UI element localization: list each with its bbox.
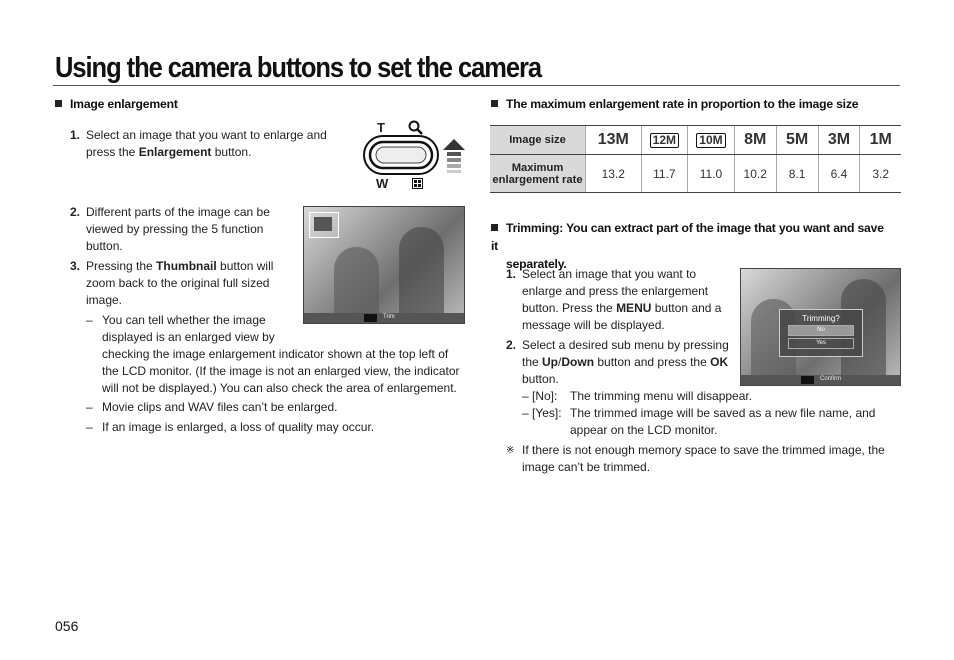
enlarge-note-1: – You can tell whether the image displayed is an enlarged view by checking the image enlargement indicator shown at the top left of the LCD monitor. (If the image is not an enlarged view, the indicator will not be displayed.) You can also check the area of enlargement. — [86, 313, 460, 395]
zoom-t-label: T — [377, 120, 385, 135]
option-no[interactable]: No — [788, 325, 854, 336]
bullet-square-icon — [491, 100, 498, 107]
note-mark-icon: ※ — [506, 445, 515, 456]
trim-step-1: 1. Select an image that you want to enlarge and press the enlargement button. Press the MENU button and a message will be displayed. — [506, 267, 722, 332]
table-row-image-size — [490, 126, 901, 155]
rate-cell: 6.4 — [818, 155, 860, 193]
trim-heading: Trimming: You can extract part of the image that you want and save it separately. — [491, 221, 884, 271]
trim-step-2: 2. Select a desired sub menu by pressing the Up/Down button and press the OK button. — [506, 338, 729, 386]
button-indicator — [801, 376, 814, 384]
rate-cell: 10.2 — [734, 155, 776, 193]
enlargement-indicator — [309, 212, 339, 238]
size-5m-icon: 5M — [776, 126, 818, 155]
trimming-dialog — [779, 309, 863, 357]
arrow-up-icon — [442, 138, 466, 174]
enlarge-step-1: 1. Select an image that you want to enlarge and press the Enlargement button. — [70, 128, 327, 159]
thumbnail-grid-icon — [412, 178, 424, 190]
page-number: 056 — [55, 618, 79, 634]
title-rule — [53, 85, 900, 86]
dialog-title: Trimming? — [802, 314, 840, 323]
rate-cell: 11.7 — [641, 155, 688, 193]
trim-option-no: – [No]: The trimming menu will disappear. — [522, 389, 753, 403]
screen-status-bar: Confirm — [741, 375, 900, 385]
size-3m-icon: 3M — [818, 126, 860, 155]
page-title: Using the camera buttons to set the camera — [55, 52, 542, 84]
rate-cell: 3.2 — [860, 155, 901, 193]
zoom-w-label: W — [376, 176, 389, 191]
option-yes[interactable]: Yes — [788, 338, 854, 349]
row-label-max-rate: Maximum enlargement rate — [490, 155, 586, 193]
enlarged-view-screen — [303, 206, 465, 324]
bullet-square-icon — [491, 224, 498, 231]
size-12m-icon: 12M — [641, 126, 688, 155]
trimming-screen — [740, 268, 901, 386]
zoom-button-illustration — [360, 118, 468, 192]
size-10m-icon: 10M — [688, 126, 735, 155]
bullet-square-icon — [55, 100, 62, 107]
rate-cell: 11.0 — [688, 155, 735, 193]
person-left-silhouette — [334, 247, 379, 317]
trim-option-yes: – [Yes]: The trimmed image will be saved as a new file name, and appear on the LCD monitor. — [522, 406, 876, 437]
enlarge-step-2: 2. Different parts of the image can be viewed by pressing the 5 function button. — [70, 205, 270, 253]
person-right-silhouette — [399, 227, 444, 317]
trim-note: ※ If there is not enough memory space to save the trimmed image, the image can’t be trimmed. — [506, 443, 885, 474]
enlargement-rate-table — [490, 125, 901, 193]
zoom-rocker-icon — [362, 134, 440, 176]
maxrate-heading: The maximum enlargement rate in proportion to the image size — [491, 97, 858, 111]
enlarge-note-2: – Movie clips and WAV files can’t be enlarged. — [86, 400, 338, 414]
rate-cell: 13.2 — [586, 155, 642, 193]
enlarge-heading: Image enlargement — [55, 97, 178, 111]
enlarge-step-3: 3. Pressing the Thumbnail button will zoom back to the original full sized image. — [70, 259, 274, 307]
table-row-max-rate — [490, 155, 901, 193]
enlarge-note-3: – If an image is enlarged, a loss of quality may occur. — [86, 420, 375, 434]
size-8m-icon: 8M — [734, 126, 776, 155]
size-13m-icon: 13M — [586, 126, 642, 155]
size-1m-icon: 1M — [860, 126, 901, 155]
screen-status-bar: Trim — [304, 313, 464, 323]
rate-cell: 8.1 — [776, 155, 818, 193]
row-label-image-size: Image size — [490, 126, 586, 155]
